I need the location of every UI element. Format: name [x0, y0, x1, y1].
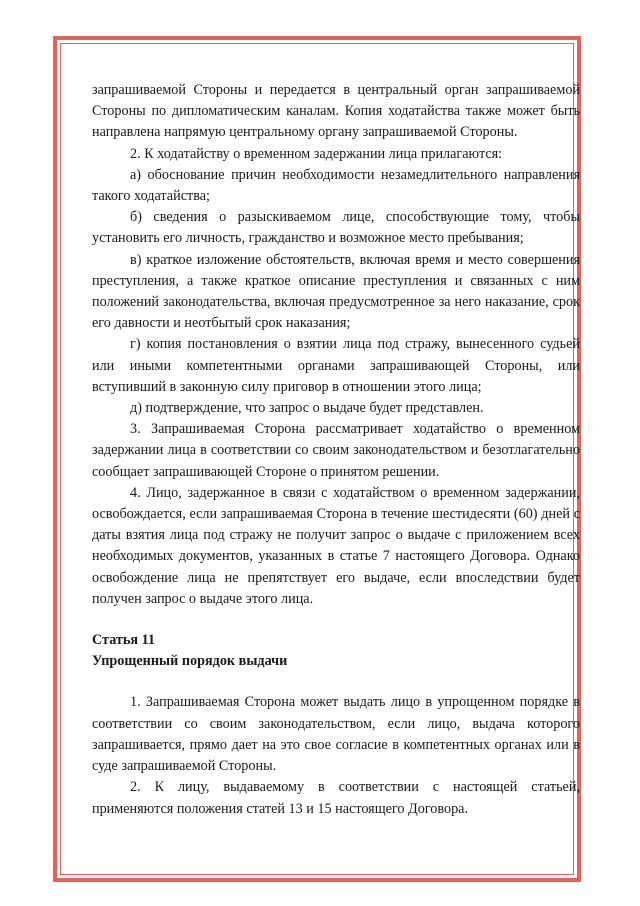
paragraph-item-4: 4. Лицо, задержанное в связи с ходатайством о временном задержании, освобождается, если запрашиваемая Сторона в течение шестидесяти (60) дней с даты взятия лица под стражу не получит запрос о выдаче с приложением всех необходимых документов, указанных в статье 7 настоящего Договора. Однако освобождение лица не препятствует его выдаче, если впоследствии будет получен запрос о выдаче этого лица.: [92, 484, 580, 607]
paragraph-subitem-v: в) краткое изложение обстоятельств, включая время и место совершения преступления, а также краткое описание преступления и связанных с ним положений законодательства, включая предусмотренное за него наказание, срок его давности и неотбытый срок наказания;: [92, 251, 580, 332]
paragraph-subitem-a: а) обоснование причин необходимости незамедлительного направления такого ходатайства;: [92, 166, 580, 205]
paragraph-subitem-b: б) сведения о разыскиваемом лице, способствующие тому, чтобы установить его личность, гражданство и возможное место пребывания;: [92, 209, 580, 247]
paragraph-item-2: 2. К ходатайству о временном задержании лица прилагаются:: [130, 145, 503, 162]
article-paragraph-1: 1. Запрашиваемая Сторона может выдать лицо в упрощенном порядке в соответствии со своим законодательством, если лицо, выдача которого запрашивается, прямо дает на это свое согласие в компетентных органах или в суде запрашиваемой Стороны.: [92, 694, 580, 775]
paragraph-item-3: 3. Запрашиваемая Сторона рассматривает ходатайство о временном задержании лица в соответствии со своим законодательством и безотлагательно сообщает запрашивающей Стороне о принятом решении.: [92, 421, 580, 480]
paragraph-continuation: запрашиваемой Стороны и передается в центральный орган запрашиваемой Стороны по дипломатическим каналам. Копия ходатайства также может быть направлена напрямую центральному органу запрашиваемой Стороны.: [92, 82, 580, 141]
article-title: Упрощенный порядок выдачи: [92, 653, 288, 670]
document-body: [92, 80, 580, 820]
paragraph-subitem-d: д) подтверждение, что запрос о выдаче будет представлен.: [130, 400, 484, 417]
article-paragraph-2: 2. К лицу, выдаваемому в соответствии с настоящей статьей, применяются положения статей 13 и 15 настоящего Договора.: [92, 779, 580, 817]
paragraph-subitem-g: г) копия постановления о взятии лица под стражу, вынесенного судьей или иными компетентными органами запрашивающей Стороны, или вступивший в законную силу приговор в отношении этого лица;: [92, 336, 580, 395]
article-number: Статья 11: [92, 632, 156, 649]
